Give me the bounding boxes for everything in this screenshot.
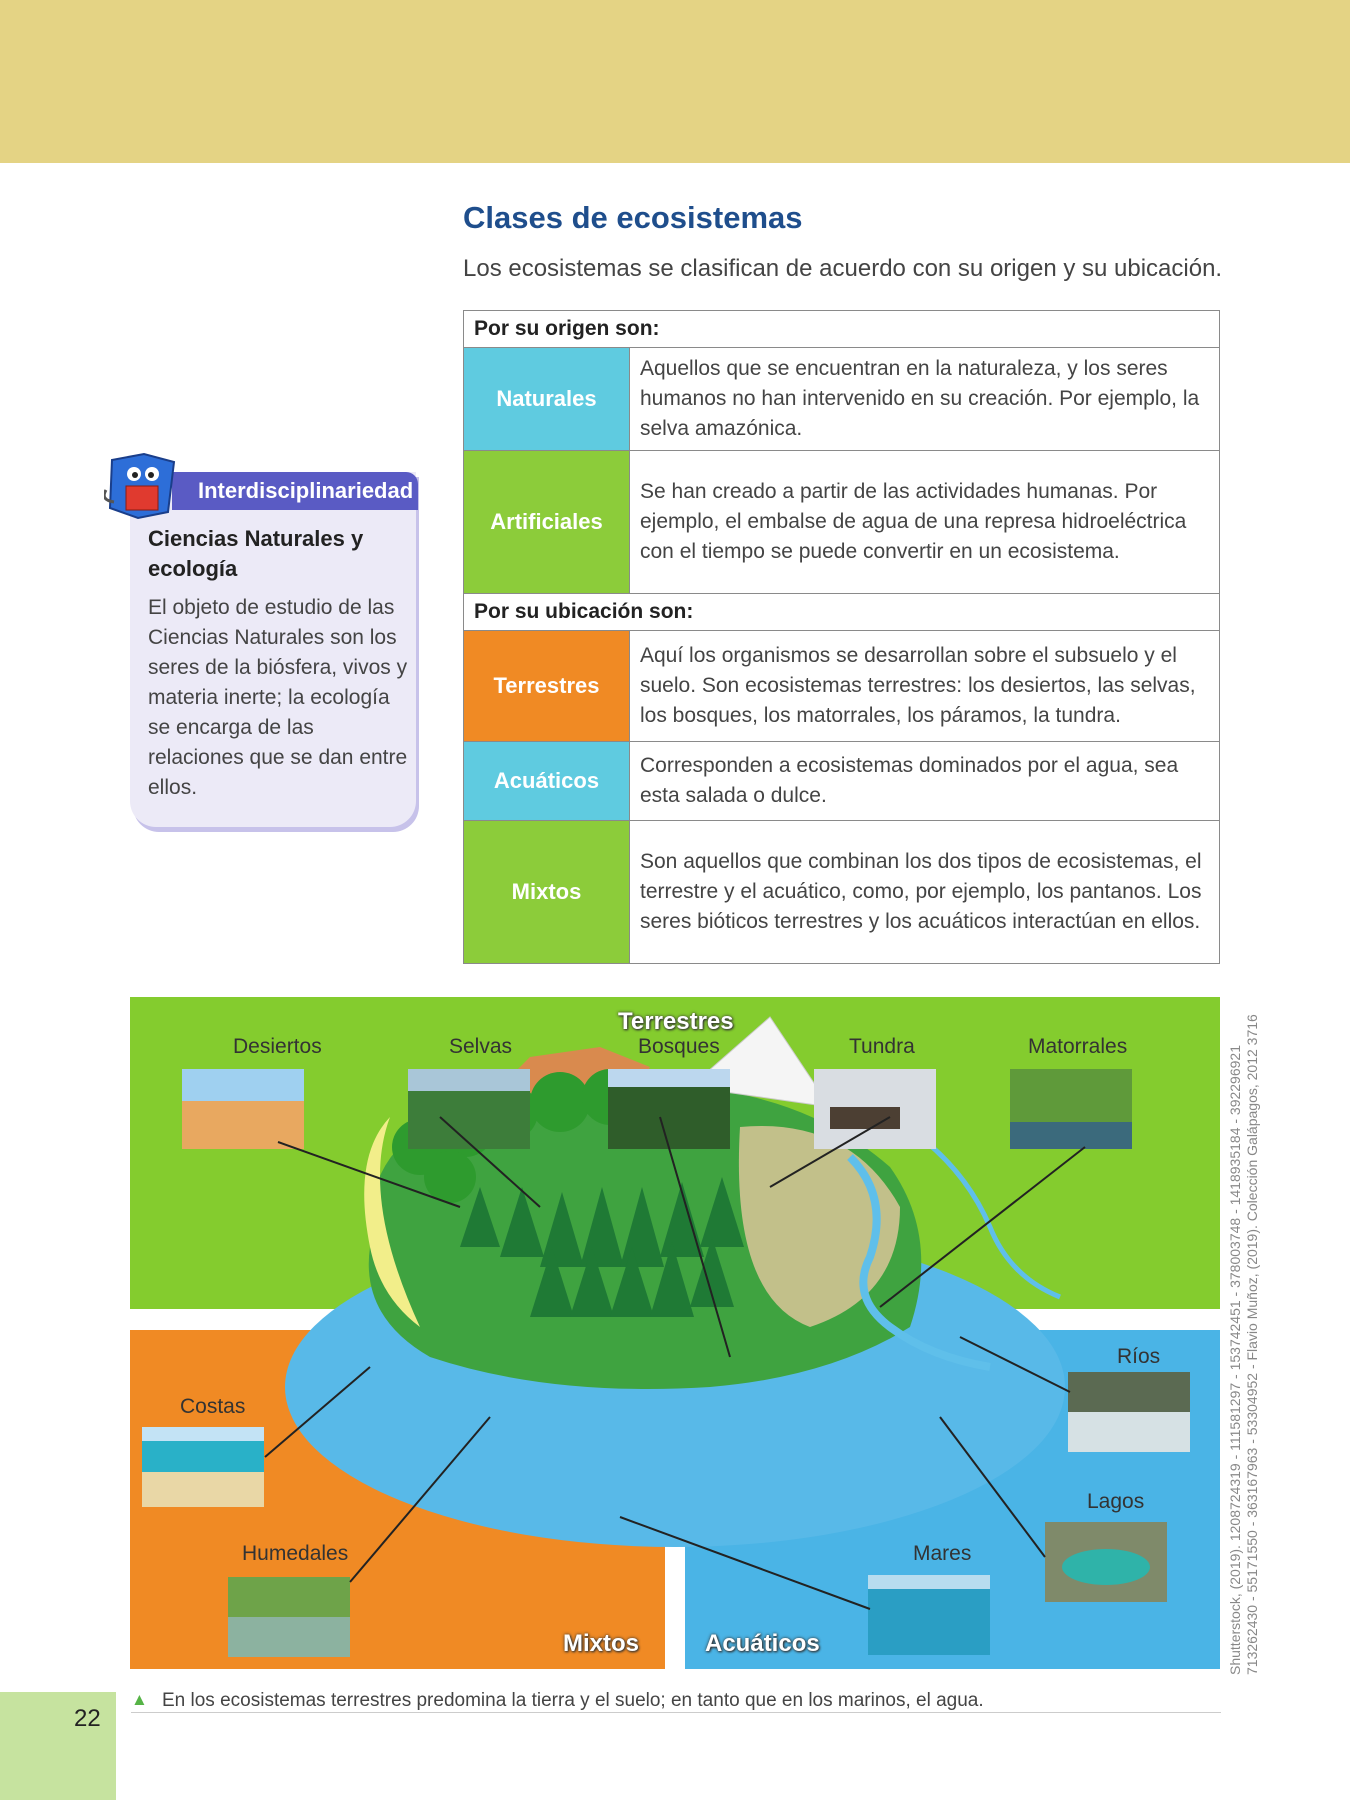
photo-tundra (814, 1069, 936, 1149)
label-humedales: Humedales (242, 1542, 349, 1565)
location-section-header: Por su ubicación son: (464, 594, 1220, 631)
book-mascot-icon (104, 450, 182, 522)
label-terrestres: Terrestres (464, 631, 630, 742)
label-mixtos: Mixtos (464, 821, 630, 964)
photo-costas (142, 1427, 264, 1507)
desc-mixtos: Son aquellos que combinan los dos tipos de ecosistemas, el terrestre y el acuático, como, por ejemplo, los pantanos. Los seres bióticos terrestres y los acuáticos interactúan en ellos. (630, 821, 1220, 964)
zone-label-acuaticos: Acuáticos (705, 1630, 820, 1657)
caption-rule (131, 1712, 1221, 1713)
image-credits (1227, 915, 1261, 1675)
photo-desiertos (182, 1069, 304, 1149)
zone-label-terrestres: Terrestres (618, 1008, 734, 1035)
label-acuaticos: Acuáticos (464, 742, 630, 821)
credit-line-1: Shutterstock, (2019). 1208724319 - 111581297 - 153742451 - 378003748 - 1418935184 - 392296921 (1227, 1045, 1243, 1675)
label-bosques: Bosques (638, 1035, 720, 1058)
photo-lagos (1045, 1522, 1167, 1602)
credit-line-2: 713262430 - 55171550 - 363167963 - 53304952 - Flavio Muñoz, (2019). Colección Galápagos, 2012 3716 (1244, 1014, 1260, 1675)
label-tundra: Tundra (849, 1035, 915, 1058)
sidebar-subtitle: Ciencias Naturales y ecología (148, 526, 364, 581)
desc-acuaticos: Corresponden a ecosistemas dominados por el agua, sea esta salada o dulce. (630, 742, 1220, 821)
label-desiertos: Desiertos (233, 1035, 322, 1058)
caption-triangle-icon: ▲ (131, 1690, 148, 1709)
origin-section-header: Por su origen son: (464, 311, 1220, 348)
photo-mares (868, 1575, 990, 1655)
ecosystems-illustration (130, 997, 1220, 1669)
interdisciplinary-header (172, 472, 418, 510)
photo-matorrales (1010, 1069, 1132, 1149)
photo-humedales (228, 1577, 350, 1657)
desc-naturales: Aquellos que se encuentran en la naturaleza, y los seres humanos no han intervenido en su creación. Por ejemplo, la selva amazónica. (630, 348, 1220, 451)
label-artificiales: Artificiales (464, 451, 630, 594)
page-intro: Los ecosistemas se clasifican de acuerdo con su origen y su ubicación. (463, 255, 1223, 282)
photo-bosques (608, 1069, 730, 1149)
label-lagos: Lagos (1087, 1490, 1145, 1513)
page-title: Clases de ecosistemas (463, 200, 803, 235)
label-costas: Costas (180, 1395, 246, 1418)
label-matorrales: Matorrales (1028, 1035, 1128, 1058)
interdisciplinary-header-label: Interdisciplinariedad (198, 478, 414, 503)
desc-artificiales: Se han creado a partir de las actividades humanas. Por ejemplo, el embalse de agua de una represa hidroeléctrica con el tiempo se puede convertir en un ecosistema. (630, 451, 1220, 594)
desc-terrestres: Aquí los organismos se desarrollan sobre el subsuelo y el suelo. Son ecosistemas terrestres: los desiertos, las selvas, los bosques, los matorrales, los páramos, la tundra. (630, 631, 1220, 742)
zone-label-mixtos: Mixtos (563, 1630, 640, 1657)
top-color-band (0, 0, 1350, 163)
figure-caption: En los ecosistemas terrestres predomina la tierra y el suelo; en tanto que en los marinos, el agua. (162, 1690, 984, 1711)
label-naturales: Naturales (464, 348, 630, 451)
photo-rios (1068, 1372, 1190, 1452)
sidebar-text: El objeto de estudio de las Ciencias Naturales son los seres de la biósfera, vivos y materia inerte; la ecología se encarga de las relaciones que se dan entre ellos. (148, 596, 408, 799)
page-number: 22 (74, 1705, 101, 1732)
label-selvas: Selvas (449, 1035, 513, 1058)
photo-selvas (408, 1069, 530, 1149)
label-mares: Mares (913, 1542, 972, 1565)
ecosystem-classification-table (463, 310, 1220, 964)
label-rios: Ríos (1117, 1345, 1161, 1368)
